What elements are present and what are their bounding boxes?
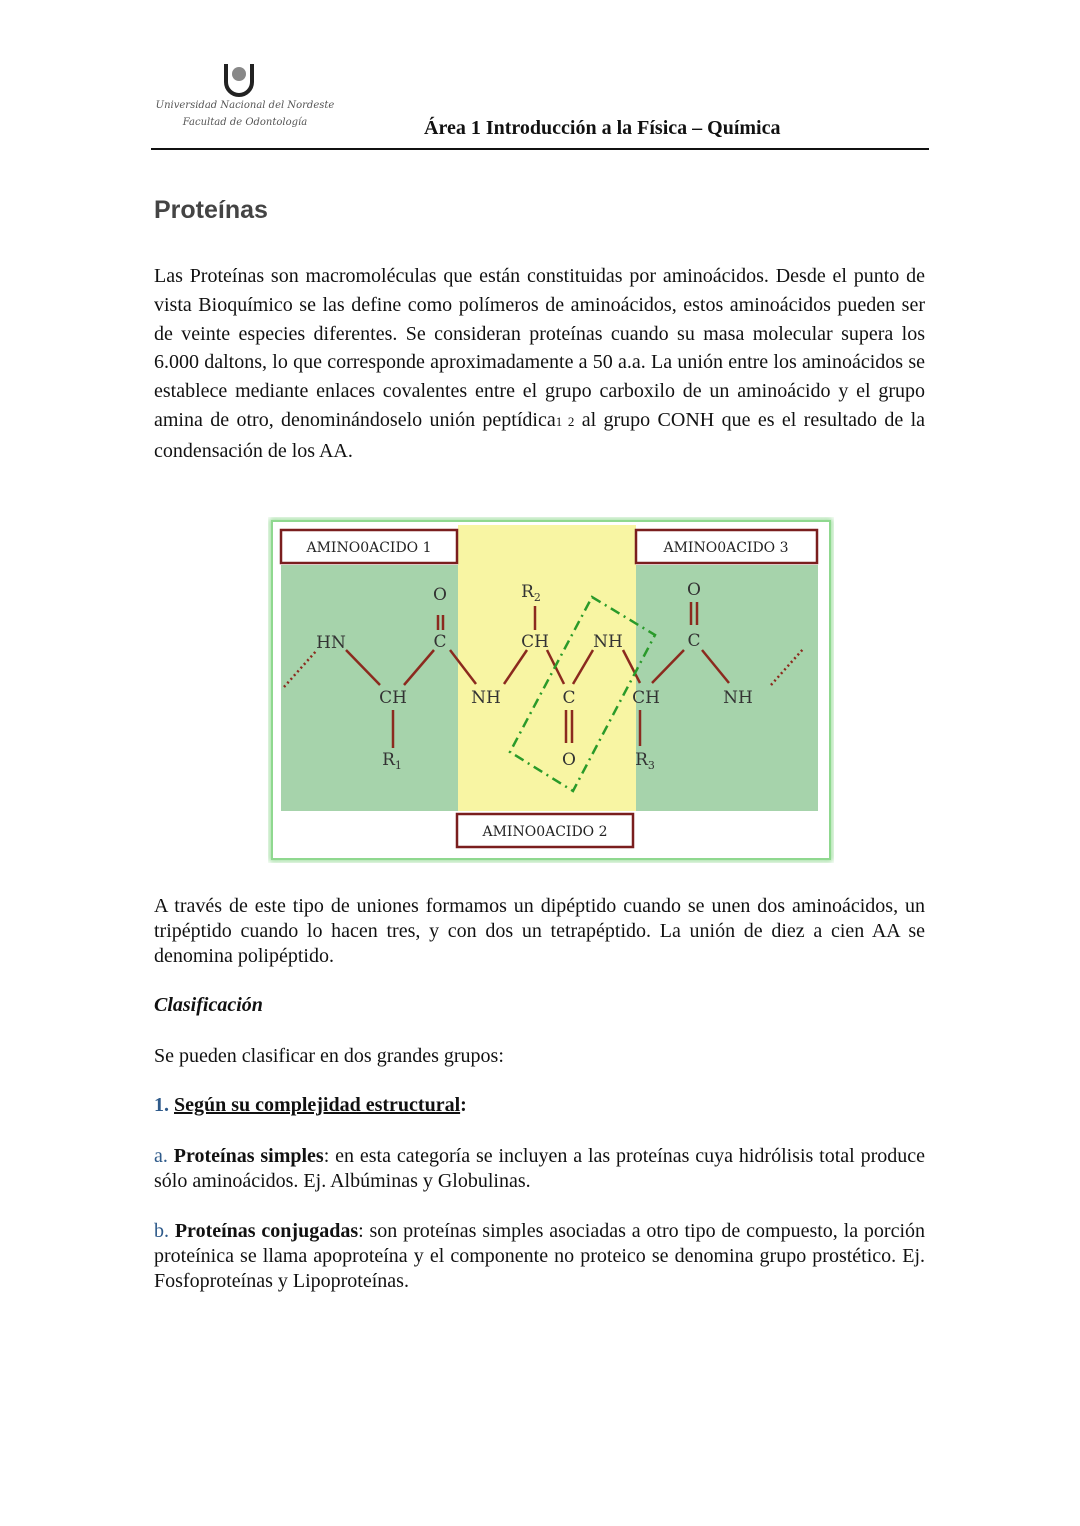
university-emblem-icon [222, 62, 256, 100]
item-b-text: : son proteínas simples asociadas a otro tipo de compuesto, la porción proteínica se llama apoproteína y el componente no proteico se denomina grupo prostético. Ej. Fosfoproteínas y Lipoproteínas. [154, 1220, 926, 1292]
atom-r3: $R_3$ [635, 750, 655, 772]
header-divider [151, 148, 929, 150]
paragraph-groups: Se pueden clasificar en dos grandes grupos: [154, 1045, 504, 1067]
atom-c-1: C [433, 632, 447, 652]
label-aminoacid-2: AMINO0ACIDO 2 [482, 824, 608, 840]
subheading-clasificacion: Clasificación [154, 994, 263, 1016]
panel-aminoacid-1 [281, 565, 458, 811]
atom-o-3: O [687, 580, 701, 600]
item-a-text: : en esta categoría se incluyen a las proteínas cuya hidrólisis total produce sólo aminoácidos. Ej. Albúminas y Globulinas. [154, 1145, 925, 1192]
header-title: Área 1 Introducción a la Física – Química [424, 117, 781, 139]
atom-o-1: O [433, 585, 447, 605]
atom-c-3: C [687, 631, 701, 651]
item-a-term: Proteínas simples [173, 1145, 324, 1167]
atom-r1: $R_1$ [382, 750, 402, 772]
item-b-term: Proteínas conjugadas [174, 1220, 359, 1242]
item-a-marker: a. [154, 1145, 168, 1167]
atom-c-2: C [562, 688, 576, 708]
item-b [154, 1219, 925, 1294]
label-aminoacid-1: AMINO0ACIDO 1 [306, 540, 432, 556]
atom-hn: HN [316, 633, 346, 653]
atom-nh-2: NH [593, 632, 623, 652]
list-title: Según su complejidad estructural [174, 1094, 461, 1116]
paragraph-dipeptide: A través de este tipo de uniones formamos un dipéptido cuando se unen dos aminoácidos, un tripéptido cuando lo hacen tres, y con dos un tetrapéptido. La unión de diez a cien AA se denomina polipéptido. [154, 895, 925, 967]
footnote-refs: 1 2 [555, 413, 575, 429]
label-aminoacid-3: AMINO0ACIDO 3 [663, 540, 789, 556]
list-number: 1. [154, 1094, 169, 1116]
item-b-marker: b. [154, 1220, 169, 1242]
atom-o-2: O [562, 750, 576, 770]
list-heading-1 [154, 1094, 467, 1117]
intro-paragraph [154, 262, 925, 466]
panel-aminoacid-2 [458, 525, 636, 811]
atom-r2: $R_2$ [521, 582, 541, 604]
peptide-bond-diagram [268, 517, 834, 863]
item-a [154, 1144, 925, 1194]
section-title: Proteínas [154, 196, 268, 224]
atom-ch-3: CH [632, 688, 660, 708]
intro-text: Las Proteínas son macromoléculas que están constituidas por aminoácidos. Desde el punto de vista Bioquímico se las define como polímeros de aminoácidos, estos aminoácidos pueden ser de veinte especies diferentes. Se consideran proteínas cuando su masa molecular supera los 6.000 daltons, lo que corresponde aproximadamente a 50 a.a. La unión entre los aminoácidos se establece mediante enlaces covalentes entre el grupo carboxilo de un aminoácido y el grupo amina de otro, denominándoselo unión peptídica [154, 265, 925, 431]
intro-text-end: al grupo CONH que es el resultado de la condensación de los AA. [154, 408, 926, 462]
university-logo [150, 62, 340, 142]
logo-university-name: Universidad Nacional del Nordeste [155, 100, 335, 111]
atom-ch-2: CH [521, 632, 549, 652]
list-colon: : [460, 1094, 467, 1116]
atom-ch-1: CH [379, 688, 407, 708]
atom-nh-3: NH [723, 688, 753, 708]
logo-faculty-name: Facultad de Odontología [182, 117, 308, 128]
atom-nh-1: NH [471, 688, 501, 708]
